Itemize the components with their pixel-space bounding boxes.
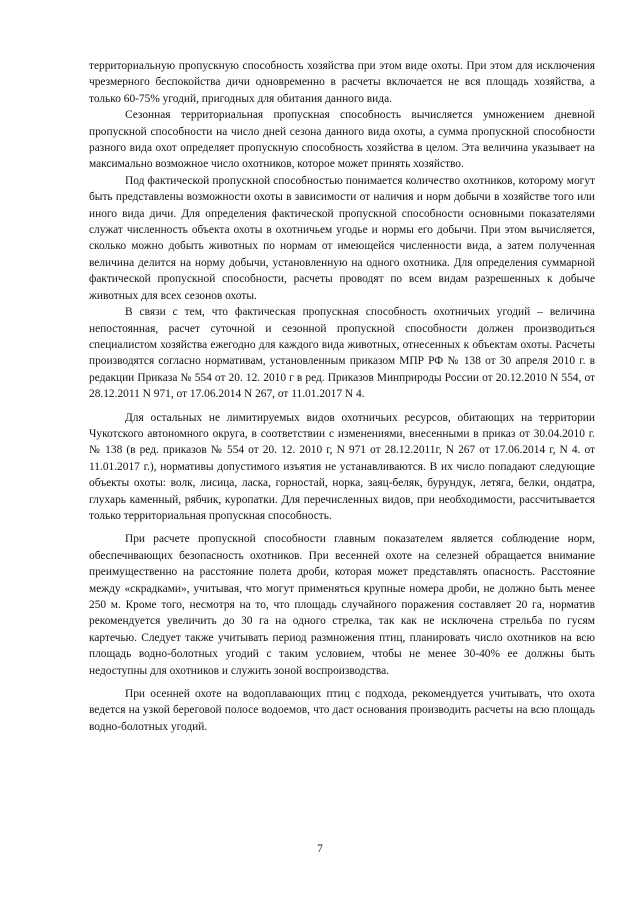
paragraph-6: При расчете пропускной способности главным показателем является соблюдение норм, обеспечивающих безопасность охотников. При весенней охоте на селезней обращается внимание преимущественно на расстояние полета дроби, которая может представлять опасность. Расстояние между «скрадками», учитывая, что могут применяться крупные номера дроби, не должно быть менее 250 м. Кроме того, несмотря на то, что площадь случайного поражения составляет 20 га, норматив рекомендуется увеличить до 30 га на одного стрелка, так как не исключена стрельба по гусям картечью. Следует также учитывать период размножения птиц, планировать число охотников на всю площадь водно-болотных угодий с таким условием, чтобы не менее 30-40% ее должны быть недоступны для охотников и служить зоной воспроизводства. xyxy=(89,533,595,677)
paragraph-1: территориальную пропускную способность хозяйства при этом виде охоты. При этом для исключения чрезмерного беспокойства дичи одновременно в расчеты включается не вся площадь хозяйства, а только 60-75% угодий, пригодных для обитания данного вида. xyxy=(89,60,595,105)
body-text xyxy=(89,58,595,735)
paragraph-2: Сезонная территориальная пропускная способность вычисляется умножением дневной пропускной способности на число дней сезона данного вида охоты, а сумма пропускной способности разного вида охот определяет пропускную способность хозяйства в целом. Эта величина указывает на максимально возможное число охотников, которое может принять хозяйство. xyxy=(89,109,595,171)
paragraph-7: При осенней охоте на водоплавающих птиц с подхода, рекомендуется учитывать, что охота ведется на узкой береговой полосе водоемов, что даст основания производить расчеты на всю площадь водно-болотных угодий. xyxy=(89,688,595,733)
paragraph-5: Для остальных не лимитируемых видов охотничьих ресурсов, обитающих на территории Чукотского автономного округа, в соответствии с изменениями, внесенными в приказ от 30.04.2010 г. № 138 (в ред. приказов № 554 от 20. 12. 2010 г, N 971 от 28.12.2011г, N 267 от 17.06.2014 г, N 4. от 11.01.2017 г.), нормативы допустимого изъятия не устанавливаются. В их число попадают следующие объекты охоты: волк, лисица, ласка, горностай, норка, заяц-беляк, бурундук, летяга, белки, ондатра, глухарь каменный, рябчик, куропатки. Для перечисленных видов, при необходимости, рассчитывается только территориальная пропускная способность. xyxy=(89,411,595,522)
page-number: 7 xyxy=(317,843,323,855)
paragraph-3: Под фактической пропускной способностью понимается количество охотников, которому могут быть представлены возможности охоты в зависимости от наличия и норм добычи в хозяйстве того или иного вида дичи. Для определения фактической пропускной способности основными показателями служат численность объекта охоты в охотничьем угодье и нормы его добычи. При этом вычисляется, сколько можно добыть животных по нормам от имеющейся численности вида, а затем полученная величина делится на норму добычи, установленную на одного охотника. Для определения суммарной фактической пропускной способности, расчеты проводят по всем видам разрешенных к добыче животных для всех сезонов охоты. xyxy=(89,174,595,302)
paragraph-4: В связи с тем, что фактическая пропускная способность охотничьих угодий – величина непостоянная, расчет суточной и сезонной пропускной способности должен производиться специалистом хозяйства ежегодно для каждого вида животных, отнесенных к объектам охоты. Расчеты производятся согласно нормативам, установленным приказом МПР РФ № 138 от 30 апреля 2010 г. в редакции Приказа № 554 от 20. 12. 2010 г в ред. Приказов Минприроды России от 20.12.2010 N 554, от 28.12.2011 N 971, от 17.06.2014 N 267, от 11.01.2017 N 4. xyxy=(89,306,595,401)
